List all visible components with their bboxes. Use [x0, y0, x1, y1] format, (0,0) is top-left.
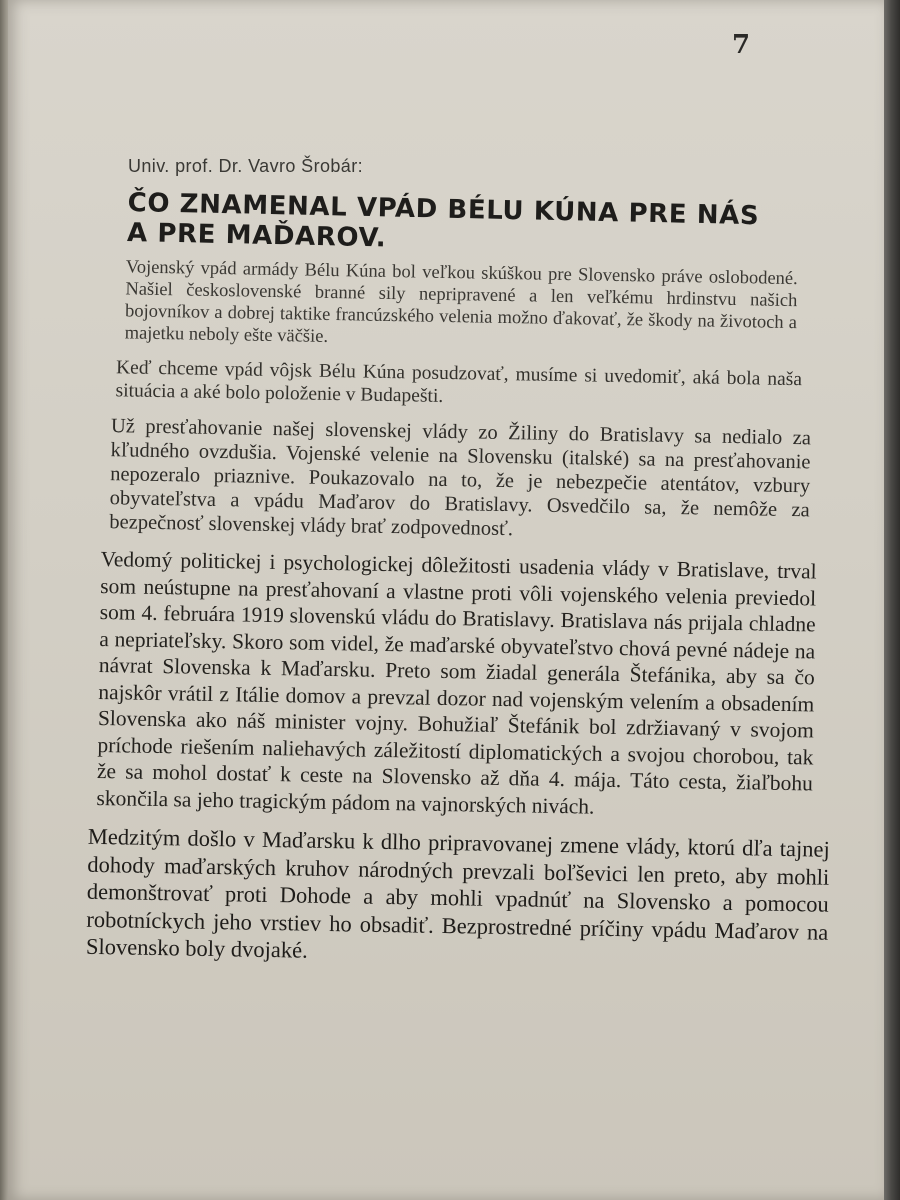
page-number: 7 — [732, 30, 751, 60]
article-author: Univ. prof. Dr. Vavro Šrobár: — [128, 156, 364, 176]
paragraph-2: Keď chceme vpád vôjsk Bélu Kúna posudzovať, musíme si uvedomiť, aká bola naša situácia a aké bolo položenie v Budapešti. — [115, 357, 803, 407]
paragraph-1: Vojenský vpád armády Bélu Kúna bol veľkou skúškou pre Slovensko práve oslobodené. Našiel československé branné sily nepripravené a len veľkému hrdinstvu našich bojovníkov a dobrej taktike francúzského velenia možno ďakovať, že škody na životoch a majetku neboly ešte väčšie. — [124, 257, 798, 347]
article-body — [85, 256, 843, 985]
paragraph-5: Medzitým došlo v Maďarsku k dlho pripravovanej zmene vlády, ktorú dľa tajnej dohody maďarských kruhov národných prevzali boľševici len preto, aby mohli demonštrovať proti Dohode a aby mohli vpadnúť na Slovensko a pomocou robotníckych jeho vrstiev ho obsadiť. Bezprostredné príčiny vpádu Maďarov na Slovensko boly dvojaké. — [85, 823, 830, 963]
article-title: ČO ZNAMENAL VPÁD BÉLU KÚNA PRE NÁS A PRE MAĎAROV. — [126, 188, 760, 254]
paragraph-4: Vedomý politickej i psychologickej dôležitosti usadenia vlády v Bratislave, trval som neústupne na presťahovaní a vlastne proti vôli vojenského velenia previedol som 4. februára 1919 slovenskú vládu do Bratislavy. Bratislava nás prijala chladne a nepriateľsky. Skoro som videl, že maďarské obyvateľstvo chová pevné nádeje na návrat Slovenska k Maďarsku. Preto som žiadal generála Štefánika, aby sa čo najskôr vrátil z Itálie domov a prevzal dozor nad vojenským velením a obsadením Slovenska ako náš minister vojny. Bohužiaľ Štefánik bol zdržiavaný v svojom príchode riešením naliehavých záležitostí diplomatických a svojou chorobou, tak že sa mohol dostať k ceste na Slovensko až dňa 4. mája. Táto cesta, žiaľbohu skončila sa jeho tragickým pádom na vajnorských nivách. — [96, 546, 817, 819]
paragraph-3: Už presťahovanie našej slovenskej vlády zo Žiliny do Bratislavy sa nedialo za kľudného ovzdušia. Vojenské velenie na Slovensku (italské) sa na presťahovanie nepozeralo priaznive. Poukazovalo na to, že je nebezpečie atentátov, vzbury obyvateľstva a vpádu Maďarov do Bratislavy. Osvedčilo sa, že nemôže za bezpečnosť slovenskej vlády brať zodpovednosť. — [109, 415, 812, 541]
